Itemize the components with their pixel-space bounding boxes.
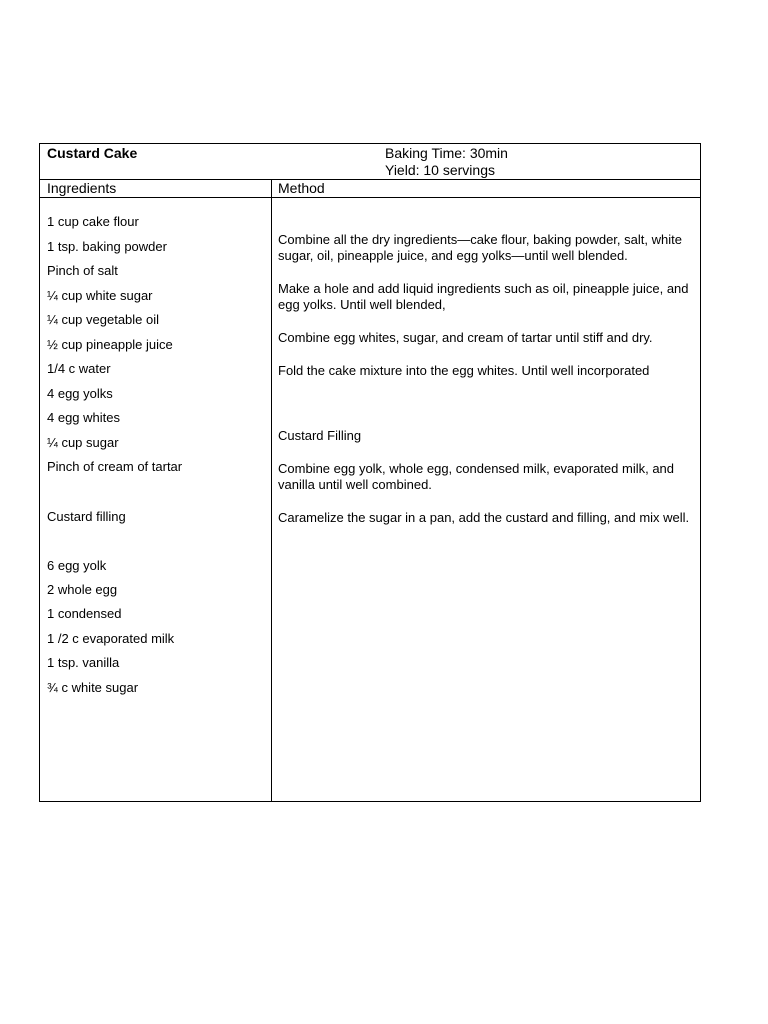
recipe-header-row [40,144,700,180]
recipe-table [39,143,701,802]
method-subheading: Custard Filling [278,428,362,443]
method-step: Combine egg whites, sugar, and cream of tartar until stiff and dry. [278,330,653,345]
ingredient-item: 4 egg yolks [47,386,113,401]
ingredient-item: 1/4 c water [47,361,111,376]
method-step: Caramelize the sugar in a pan, add the custard and filling, and mix well. [278,510,690,525]
ingredient-item: 1 cup cake flour [47,214,139,229]
baking-time: Baking Time: 30min [385,145,508,161]
method-step: Make a hole and add liquid ingredients such as oil, pineapple juice, and egg yolks. Until well blended, [278,281,689,312]
ingredient-item: 2 whole egg [47,582,118,597]
recipe-title: Custard Cake [47,145,138,161]
ingredient-item: 4 egg whites [47,410,120,425]
ingredient-item: 1 condensed [47,606,122,621]
ingredient-item: 1 /2 c evaporated milk [47,631,175,646]
ingredient-item: ½ cup pineapple juice [47,337,173,352]
column-header-row [40,180,700,198]
ingredient-item: 1 tsp. vanilla [47,655,120,670]
ingredient-item: Pinch of salt [47,263,118,278]
ingredient-subheading: Custard filling [47,509,126,524]
ingredient-item: ¼ cup white sugar [47,288,153,303]
ingredient-item: 6 egg yolk [47,558,107,573]
method-heading: Method [278,180,325,196]
ingredient-item: ¾ c white sugar [47,680,139,695]
method-step: Fold the cake mixture into the egg whites. Until well incorporated [278,363,650,378]
ingredients-heading: Ingredients [47,180,117,196]
ingredient-item: ¼ cup sugar [47,435,119,450]
method-step: Combine egg yolk, whole egg, condensed milk, evaporated milk, and vanilla until well combined. [278,461,675,492]
method-step: Combine all the dry ingredients—cake flour, baking powder, salt, white sugar, oil, pineapple juice, and egg yolks—until well blended. [278,232,682,263]
ingredient-item: 1 tsp. baking powder [47,239,167,254]
ingredient-item: Pinch of cream of tartar [47,459,183,474]
yield: Yield: 10 servings [385,162,495,178]
column-divider [271,180,272,801]
ingredient-item: ¼ cup vegetable oil [47,312,160,327]
recipe-meta [385,145,508,179]
